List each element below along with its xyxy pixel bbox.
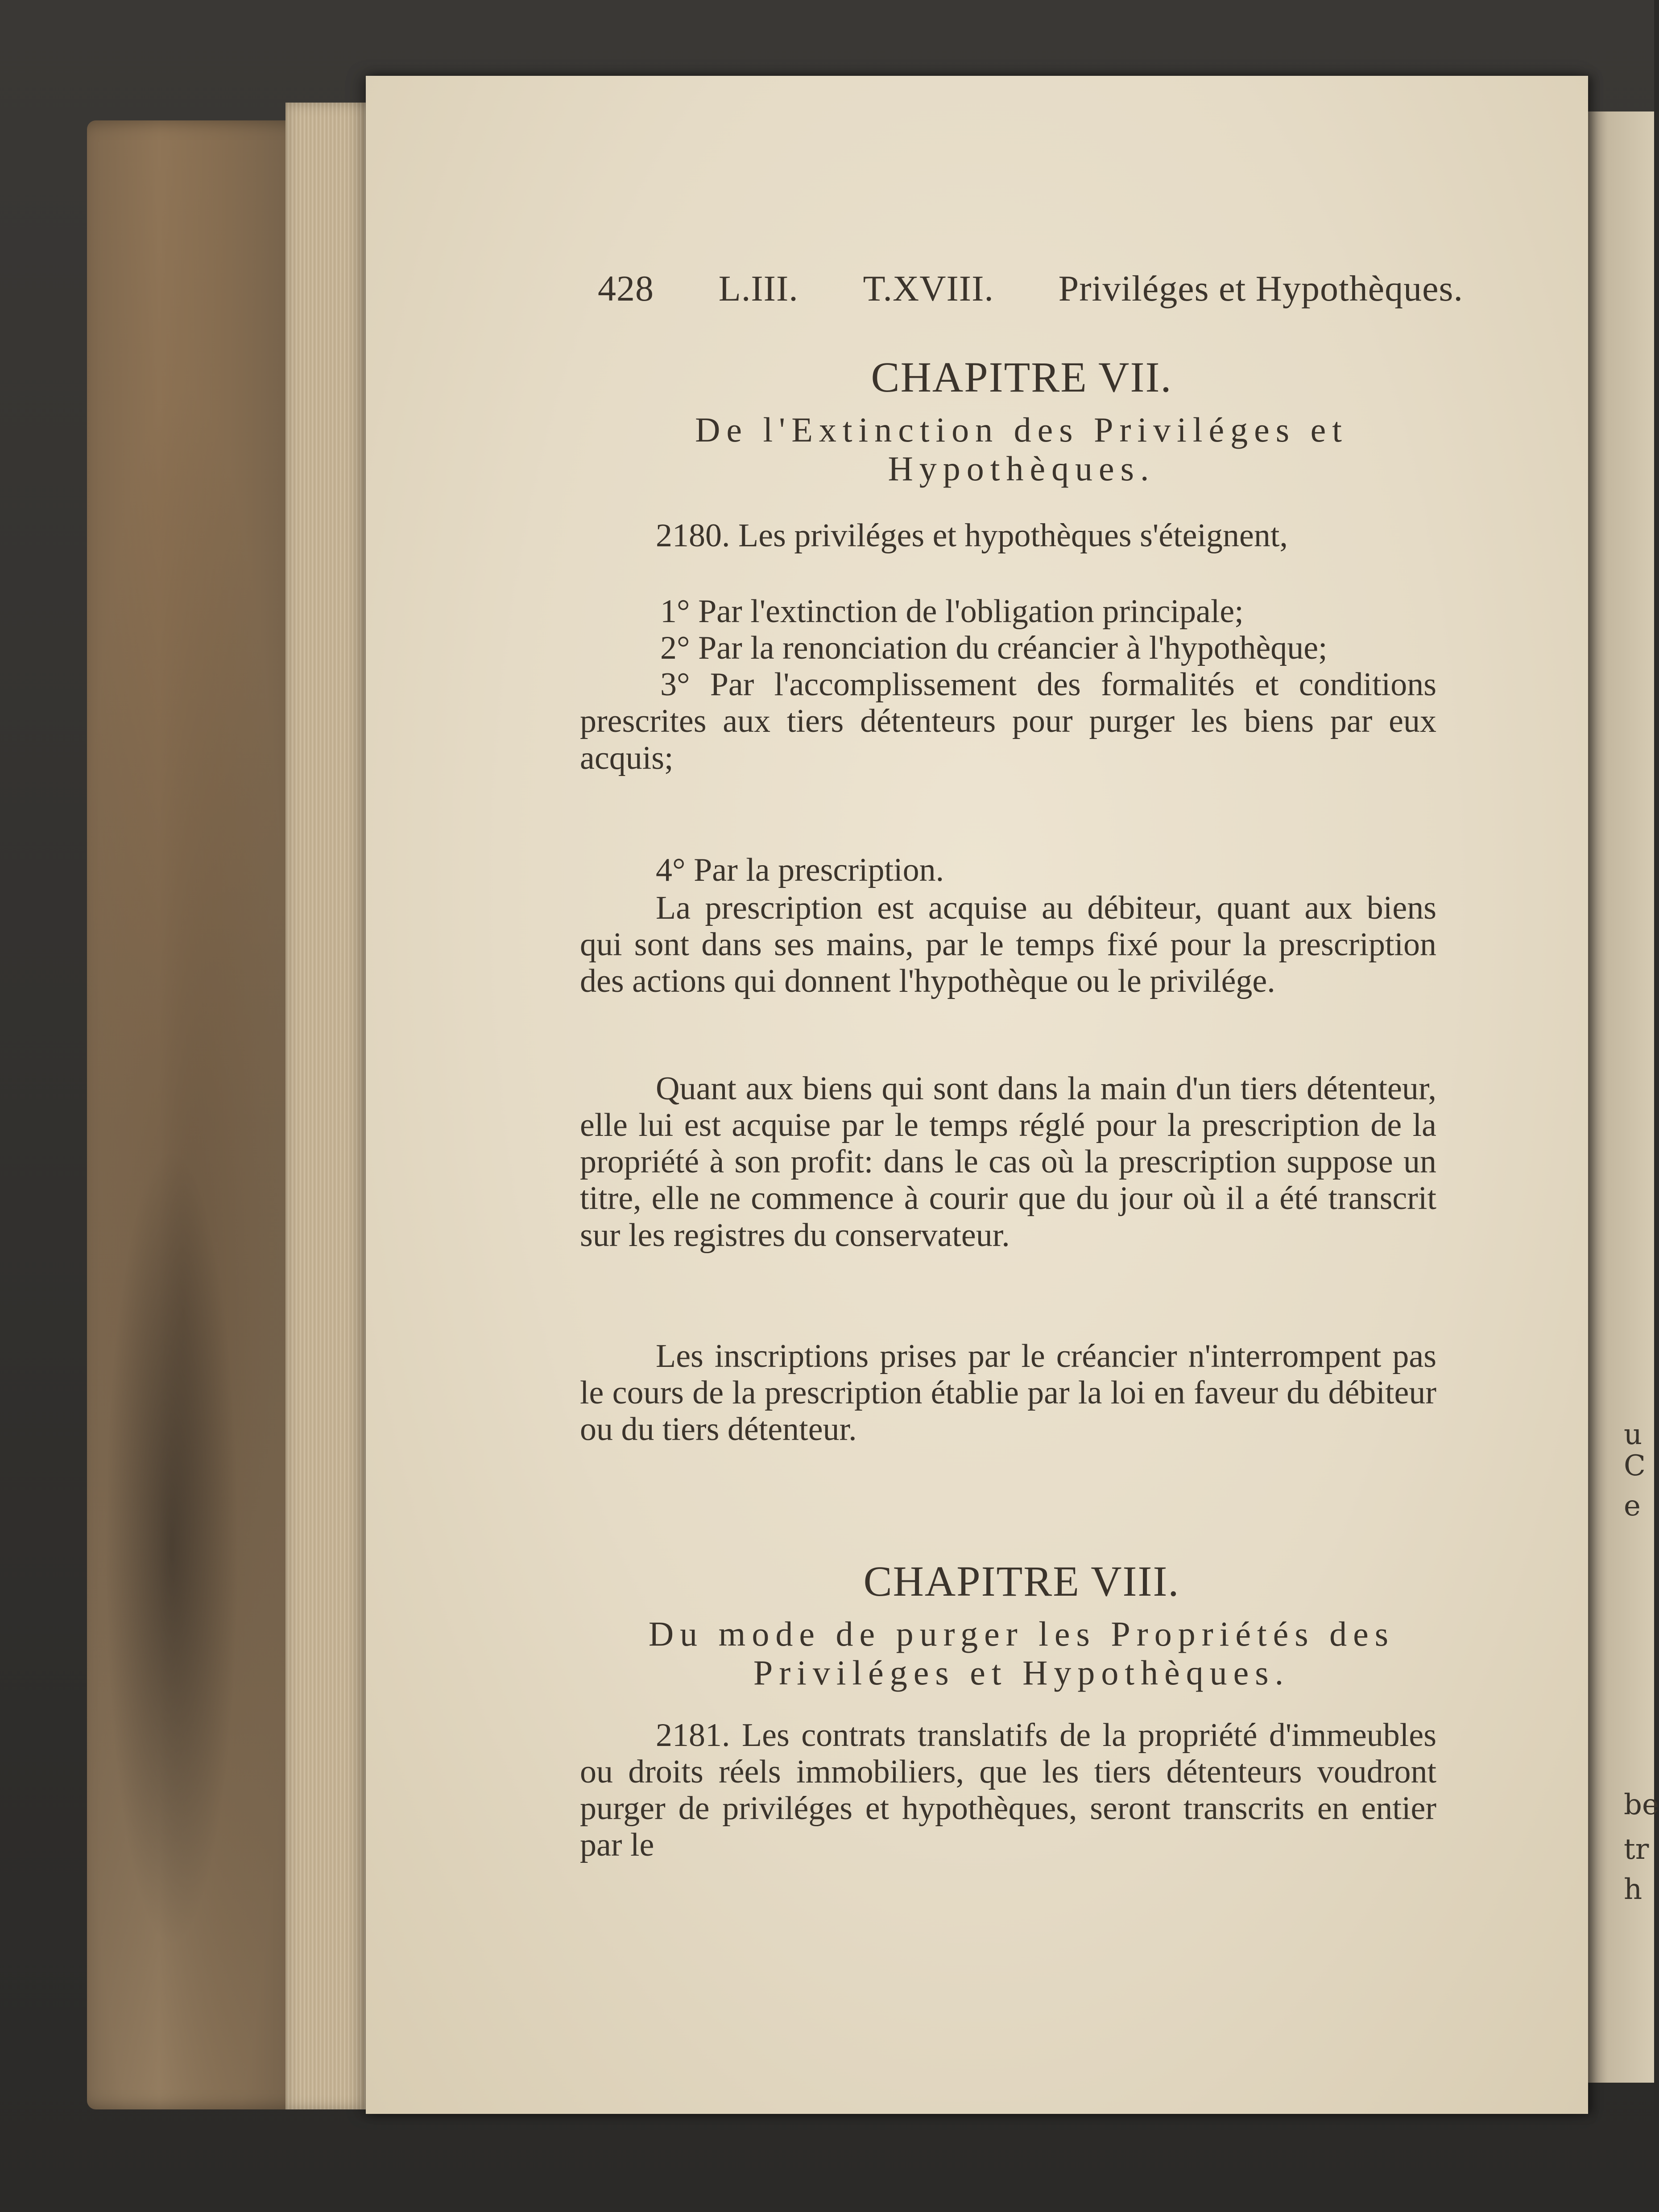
page-number: 428 (598, 268, 654, 309)
article-2180-items (580, 593, 1436, 776)
article-2180-para-2: Quant aux biens qui sont dans la main d'un tiers détenteur, elle lui est acquise par le temps réglé pour la prescription de la propriété à son profit: dans le cas où la prescription suppose un titre, elle ne commence à courir que du jour où il a été transcrit sur les registres du conservateur. (580, 1070, 1436, 1254)
next-page-fragment: be (1624, 1788, 1659, 1821)
article-2180-para-3: Les inscriptions prises par le créancier n'interrompent pas le cours de la prescription établie par la loi en faveur du débiteur ou du tiers détenteur. (580, 1338, 1436, 1448)
next-page-fragment: tr (1624, 1833, 1649, 1866)
page-block-edges (285, 103, 375, 2109)
running-title: Priviléges et Hypothèques. (1058, 268, 1463, 309)
article-2180-para-1: La prescription est acquise au débiteur, quant aux biens qui sont dans ses mains, par le temps fixé pour la prescription des actions qui donnent l'hypothèque ou le privilége. (580, 890, 1436, 1000)
article-2180-item-4: 4° Par la prescription. (656, 852, 944, 888)
cover-wear-mark (105, 1146, 239, 1949)
article-2180-intro: 2180. Les priviléges et hypothèques s'éteignent, (656, 517, 1288, 554)
article-2181-text: 2181. Les contrats translatifs de la propriété d'immeubles ou droits réels immobiliers, que les tiers détenteurs voudront purger de priviléges et hypothèques, seront transcrits en entier par le (580, 1717, 1436, 1864)
running-head (598, 268, 1463, 310)
book-number: L.III. (718, 268, 798, 309)
next-page-fragment: u (1624, 1418, 1642, 1451)
title-code: T.XVIII. (863, 268, 994, 309)
next-page-fragment: h (1624, 1873, 1642, 1906)
next-page-fragment: e (1624, 1490, 1641, 1523)
next-page-sliver (1588, 111, 1654, 2083)
chapter-7-subtitle: De l'Extinction des Priviléges et Hypothèques. (695, 410, 1348, 488)
next-page-fragment: C (1624, 1449, 1646, 1482)
chapter-8-heading: CHAPITRE VIII. (863, 1557, 1180, 1605)
article-2180-item: 1° Par l'extinction de l'obligation principale; (660, 593, 1244, 630)
article-2180-item: 3° Par l'accomplissement des formalités et conditions prescrites aux tiers détenteurs pour purger les biens par eux acquis; (580, 666, 1436, 776)
chapter-8-subtitle: Du mode de purger les Propriétés des Priviléges et Hypothèques. (648, 1614, 1395, 1692)
chapter-7-heading: CHAPITRE VII. (871, 353, 1172, 401)
article-2180-item: 2° Par la renonciation du créancier à l'hypothèque; (660, 630, 1328, 667)
